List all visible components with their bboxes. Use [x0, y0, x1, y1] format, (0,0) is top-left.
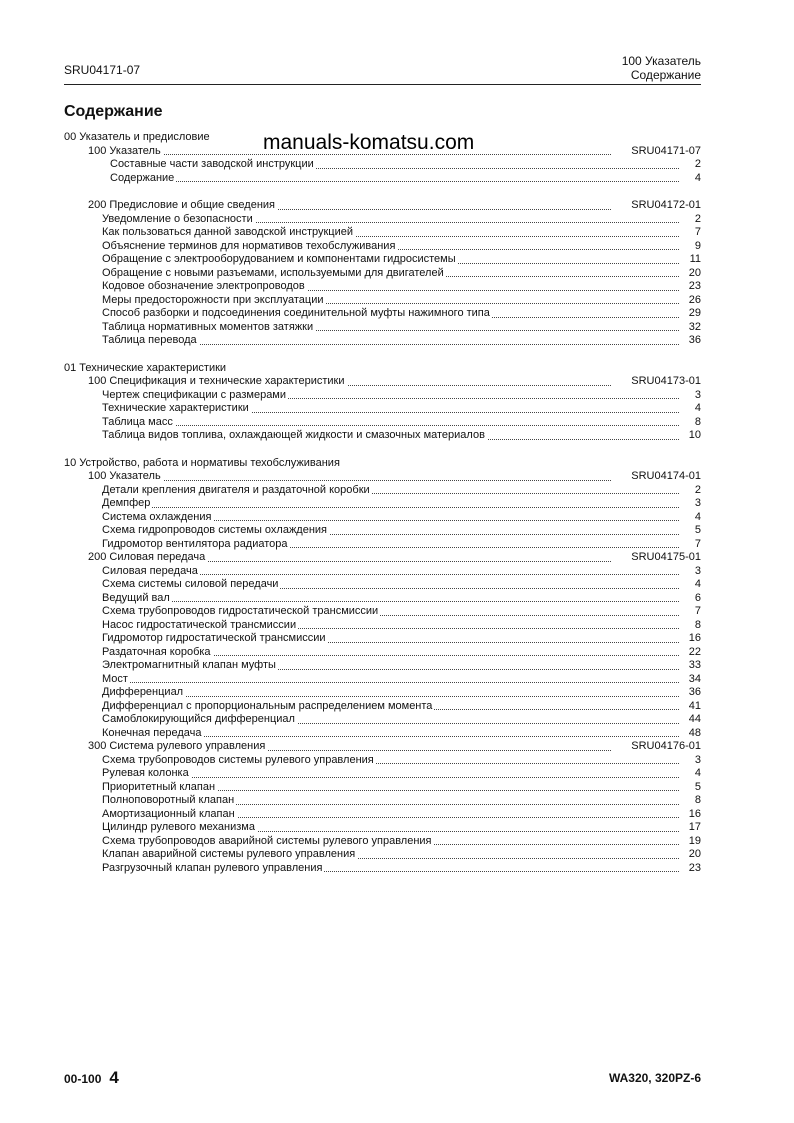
toc-entry-page: 8 — [694, 794, 701, 806]
toc-entry-page: 32 — [688, 320, 701, 333]
toc-entry-label: Конечная передача — [102, 726, 202, 739]
toc-entry-doc-code: SRU04172-01 — [631, 199, 701, 211]
toc-entry[interactable] — [64, 632, 701, 646]
toc-entry[interactable] — [64, 754, 701, 768]
toc-entry[interactable] — [64, 673, 701, 687]
toc-entry[interactable] — [64, 659, 701, 673]
toc-entry-page: 3 — [694, 564, 701, 577]
toc-entry-doc-code: SRU04176-01 — [631, 740, 701, 752]
toc-entry-label: Технические характеристики — [102, 402, 249, 414]
toc-entry[interactable] — [64, 307, 701, 321]
toc-entry-label: Составные части заводской инструкции — [110, 158, 314, 170]
toc-entry-page: 3 — [694, 497, 701, 509]
toc-entry[interactable] — [64, 619, 701, 633]
footer-page-number: 4 — [109, 1068, 119, 1087]
toc-entry-label: Детали крепления двигателя и раздаточной коробки — [102, 483, 370, 496]
toc-entry-label: Мост — [102, 672, 128, 685]
toc-entry[interactable] — [64, 511, 701, 525]
toc-entry-label: Амортизационный клапан — [102, 807, 235, 820]
toc-entry-page: 10 — [688, 429, 701, 441]
toc-leader-dots — [88, 470, 611, 484]
toc-entry[interactable] — [64, 605, 701, 619]
toc-entry-page: 5 — [694, 780, 701, 793]
toc-leader-dots — [102, 592, 679, 606]
toc-entry-page: 33 — [688, 659, 701, 671]
toc-entry[interactable] — [64, 835, 701, 849]
toc-entry[interactable] — [64, 497, 701, 511]
toc-entry-label: 100 Указатель — [88, 470, 161, 482]
toc-entry[interactable] — [64, 213, 701, 227]
toc-entry-label: Дифференциал с пропорциональным распределением момента — [102, 699, 433, 712]
toc-entry-label: Схема трубопроводов аварийной системы рулевого управления — [102, 834, 432, 847]
toc-entry-label: Таблица перевода — [102, 334, 197, 346]
toc-entry[interactable] — [64, 362, 701, 376]
toc-entry-label: Полноповоротный клапан — [102, 794, 235, 806]
toc-entry[interactable] — [64, 334, 701, 348]
header-section-title: 100 Указатель — [621, 54, 701, 68]
toc-entry[interactable] — [64, 686, 701, 700]
toc-entry-page: 34 — [688, 672, 701, 685]
toc-entry-label: Схема трубопроводов системы рулевого управления — [102, 753, 374, 766]
toc-entry-page: 7 — [694, 537, 701, 550]
toc-entry-label: Насос гидростатической трансмиссии — [102, 618, 297, 631]
toc-entry-page: 36 — [688, 334, 701, 346]
toc-entry-label: Схема гидропроводов системы охлаждения — [102, 524, 328, 536]
toc-entry[interactable] — [64, 457, 701, 471]
toc-entry-label: Самоблокирующийся дифференциал — [102, 713, 295, 725]
toc-entry-page: 4 — [694, 767, 701, 779]
toc-entry[interactable] — [64, 592, 701, 606]
toc-entry-page: 16 — [688, 632, 701, 644]
toc-entry-page: 4 — [694, 578, 701, 590]
toc-entry[interactable] — [64, 848, 701, 862]
toc-entry[interactable] — [64, 713, 701, 727]
toc-entry-label: Клапан аварийной системы рулевого управления — [102, 848, 356, 860]
toc-entry-page: 17 — [688, 821, 701, 833]
toc-entry[interactable] — [64, 565, 701, 579]
toc-entry[interactable] — [64, 862, 701, 876]
toc-entry-page: 3 — [694, 388, 701, 401]
toc-leader-dots — [102, 686, 679, 700]
toc-entry-label: Обращение с новыми разъемами, используемыми для двигателей — [102, 266, 444, 279]
toc-entry[interactable] — [64, 578, 701, 592]
toc-entry[interactable] — [64, 524, 701, 538]
toc-leader-dots — [102, 497, 679, 511]
toc-entry-label: Способ разборки и подсоединения соединительной муфты нажимного типа — [102, 307, 490, 319]
toc-entry-page: 19 — [688, 834, 701, 847]
toc-entry[interactable] — [64, 429, 701, 443]
toc-entry-doc-code: SRU04175-01 — [631, 551, 701, 563]
toc-entry-label: Раздаточная коробка — [102, 645, 211, 658]
toc-entry-label: Таблица нормативных моментов затяжки — [102, 320, 314, 333]
toc-entry-page: 7 — [694, 605, 701, 617]
toc-entry[interactable] — [64, 470, 701, 484]
toc-entry-label: 100 Спецификация и технические характеристики — [88, 375, 345, 387]
toc-entry-label: Ведущий вал — [102, 591, 170, 604]
toc-leader-dots — [102, 416, 679, 430]
toc-entry[interactable] — [64, 416, 701, 430]
header-doc-code: SRU04171-07 — [64, 63, 141, 77]
toc-entry[interactable] — [64, 646, 701, 660]
toc-entry-label: Меры предосторожности при эксплуатации — [102, 293, 324, 306]
header-section — [622, 54, 701, 82]
toc-entry[interactable] — [64, 158, 701, 172]
toc-entry-label: 10 Устройство, работа и нормативы техобслуживания — [64, 456, 340, 469]
toc-entry-label: Кодовое обозначение электропроводов — [102, 280, 305, 292]
toc-entry[interactable] — [64, 551, 701, 565]
toc-leader-dots — [110, 172, 679, 186]
toc-entry-page: 36 — [688, 686, 701, 698]
toc-entry[interactable] — [64, 700, 701, 714]
toc-entry-page: 7 — [694, 226, 701, 238]
toc-entry-page: 2 — [694, 212, 701, 225]
toc-entry-doc-code: SRU04174-01 — [631, 470, 701, 482]
toc-entry[interactable] — [64, 781, 701, 795]
footer-page — [64, 1068, 119, 1088]
toc-entry-page: 6 — [694, 591, 701, 604]
toc-entry-label: 200 Силовая передача — [88, 551, 206, 563]
toc-entry-label: Приоритетный клапан — [102, 780, 216, 793]
toc-entry-page: 8 — [694, 618, 701, 631]
toc-entry[interactable] — [64, 767, 701, 781]
toc-entry-page: 44 — [688, 713, 701, 725]
toc-leader-dots — [102, 673, 679, 687]
toc-entry-page: 48 — [688, 726, 701, 739]
toc-entry-doc-code: SRU04173-01 — [631, 375, 701, 387]
toc-entry-page: 23 — [688, 861, 701, 874]
toc-entry[interactable] — [64, 808, 701, 822]
toc-entry[interactable] — [64, 294, 701, 308]
toc-entry-label: 200 Предисловие и общие сведения — [88, 199, 275, 211]
toc-entry-page: 20 — [688, 848, 701, 860]
toc-entry-page: 4 — [694, 402, 701, 414]
toc-entry-label: Электромагнитный клапан муфты — [102, 659, 276, 671]
toc-entry[interactable] — [64, 226, 701, 240]
toc-entry[interactable] — [64, 253, 701, 267]
toc-entry-label: Система охлаждения — [102, 510, 212, 523]
toc-entry-label: Чертеж спецификации с размерами — [102, 388, 287, 401]
toc-entry[interactable] — [64, 821, 701, 835]
toc-entry-page: 11 — [689, 253, 701, 265]
toc-entry-page: 4 — [694, 171, 701, 184]
toc-entry-label: Схема системы силовой передачи — [102, 578, 279, 590]
toc-entry-label: 100 Указатель — [88, 144, 161, 157]
toc-entry-label: Объяснение терминов для нормативов техобслуживания — [102, 239, 396, 252]
toc-entry[interactable] — [64, 240, 701, 254]
header-rule — [64, 84, 701, 85]
toc-entry-label: Цилиндр рулевого механизма — [102, 821, 255, 833]
toc-entry-label: Дифференциал — [102, 686, 184, 698]
toc-entry-page: 23 — [688, 280, 701, 292]
toc-entry-label: Таблица масс — [102, 415, 173, 428]
toc-entry-label: Таблица видов топлива, охлаждающей жидкости и смазочных материалов — [102, 429, 485, 441]
toc-entry-page: 3 — [694, 753, 701, 766]
header-subsection-title: Содержание — [630, 68, 701, 82]
footer-page-code: 00-100 — [64, 1072, 102, 1086]
page-title: Содержание — [64, 103, 163, 120]
toc-entry-label: 300 Система рулевого управления — [88, 740, 266, 752]
toc-entry[interactable] — [64, 794, 701, 808]
toc-entry-page: 9 — [694, 239, 701, 252]
toc-entry-label: Демпфер — [102, 497, 151, 509]
footer-model: WA320, 320PZ-6 — [608, 1071, 701, 1085]
toc-list — [64, 131, 701, 875]
toc-entry-page: 26 — [688, 293, 701, 306]
toc-entry-label: Разгрузочный клапан рулевого управления — [102, 861, 323, 874]
toc-entry-page: 4 — [694, 510, 701, 523]
toc-entry[interactable] — [64, 375, 701, 389]
toc-entry[interactable] — [64, 267, 701, 281]
toc-entry-label: Рулевая колонка — [102, 767, 189, 779]
toc-entry-label: Схема трубопроводов гидростатической трансмиссии — [102, 605, 379, 617]
toc-entry-page: 29 — [688, 307, 701, 319]
toc-entry[interactable] — [64, 199, 701, 213]
toc-entry[interactable] — [64, 402, 701, 416]
toc-entry-page: 5 — [694, 524, 701, 536]
toc-entry-page: 8 — [694, 415, 701, 428]
toc-entry-page: 22 — [688, 645, 701, 658]
toc-entry-label: Содержание — [110, 171, 175, 184]
toc-entry-page: 2 — [694, 483, 701, 496]
toc-entry-label: 01 Технические характеристики — [64, 361, 227, 374]
toc-entry-label: Обращение с электрооборудованием и компонентами гидросистемы — [102, 253, 456, 265]
toc-entry[interactable] — [64, 538, 701, 552]
toc-entry-label: Гидромотор гидростатической трансмиссии — [102, 632, 326, 644]
toc-entry-doc-code: SRU04171-07 — [631, 144, 701, 157]
toc-entry[interactable] — [64, 484, 701, 498]
toc-entry[interactable] — [64, 321, 701, 335]
toc-entry[interactable] — [64, 727, 701, 741]
watermark: manuals-komatsu.com — [263, 131, 475, 154]
toc-entry-label: Силовая передача — [102, 564, 198, 577]
toc-entry-label: Как пользоваться данной заводской инструкцией — [102, 226, 353, 238]
toc-entry-label: 00 Указатель и предисловие — [64, 131, 210, 143]
toc-entry[interactable] — [64, 389, 701, 403]
toc-entry-page: 20 — [688, 266, 701, 279]
toc-entry-page: 41 — [688, 699, 701, 712]
toc-entry-page: 16 — [688, 807, 701, 820]
toc-entry-label: Гидромотор вентилятора радиатора — [102, 537, 288, 550]
toc-entry[interactable] — [64, 172, 701, 186]
toc-entry-label: Уведомление о безопасности — [102, 212, 253, 225]
toc-entry[interactable] — [64, 280, 701, 294]
toc-entry[interactable] — [64, 740, 701, 754]
toc-entry-page: 2 — [694, 158, 701, 170]
